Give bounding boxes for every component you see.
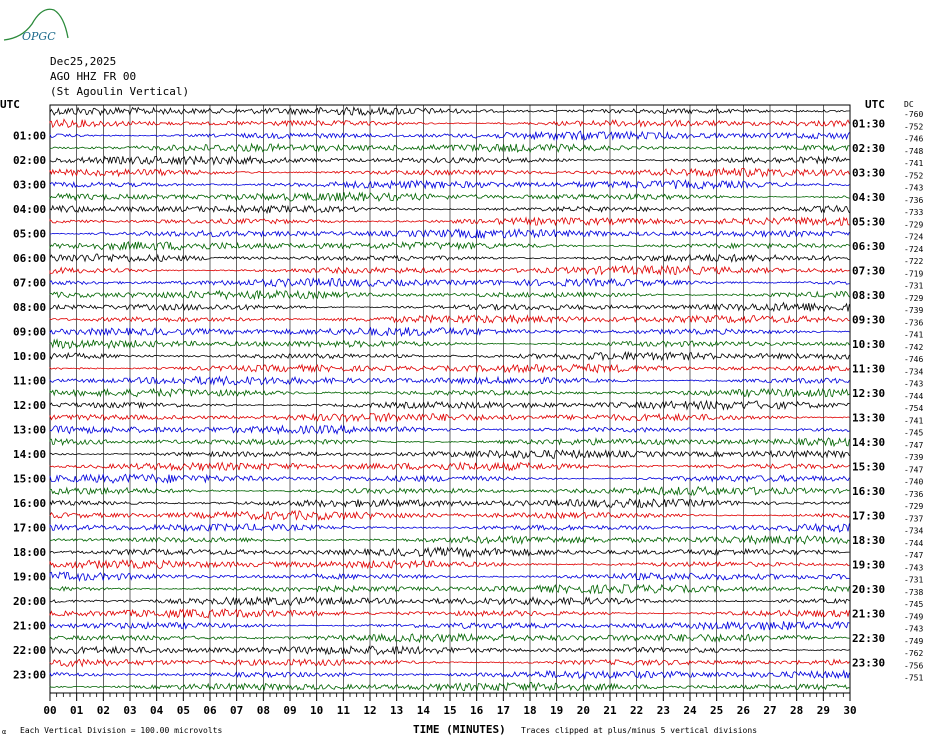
x-tick-label: 00 — [43, 704, 57, 717]
dc-offset-label: -744 — [904, 391, 924, 401]
dc-offset-label: -745 — [904, 428, 924, 438]
dc-label: DC — [904, 100, 914, 109]
left-hour-label: 17:00 — [13, 521, 47, 535]
left-hour-label: 13:00 — [13, 423, 47, 437]
station-name: (St Agoulin Vertical) — [50, 85, 190, 98]
dc-offset-label: -739 — [904, 453, 924, 463]
right-halfhour-label: 23:30 — [852, 656, 886, 670]
left-hour-label: 15:00 — [13, 472, 47, 486]
x-tick-label: 05 — [176, 704, 190, 717]
right-halfhour-label: 03:30 — [852, 166, 886, 180]
left-utc-label: UTC — [0, 98, 20, 111]
x-tick-label: 17 — [496, 704, 510, 717]
left-hour-label: 21:00 — [13, 619, 47, 633]
dc-offset-label: -731 — [904, 281, 924, 291]
right-halfhour-label: 19:30 — [852, 558, 886, 572]
x-tick-label: 26 — [736, 704, 750, 717]
left-hour-label: 03:00 — [13, 178, 47, 192]
dc-offset-label: -748 — [904, 146, 924, 156]
x-tick-label: 29 — [816, 704, 830, 717]
dc-offset-label: -745 — [904, 600, 924, 610]
left-hour-label: 20:00 — [13, 595, 47, 609]
dc-offset-label: -746 — [904, 355, 924, 365]
left-hour-label: 08:00 — [13, 301, 47, 315]
dc-offset-label: -724 — [904, 232, 924, 242]
left-hour-label: 10:00 — [13, 350, 47, 364]
left-hour-label: 04:00 — [13, 203, 47, 217]
right-halfhour-label: 20:30 — [852, 582, 886, 596]
dc-offset-label: -722 — [904, 257, 924, 267]
right-halfhour-label: 12:30 — [852, 386, 886, 400]
x-tick-label: 30 — [843, 704, 857, 717]
dc-offset-label: -739 — [904, 306, 924, 316]
dc-offset-label: -752 — [904, 171, 924, 181]
x-tick-label: 11 — [336, 704, 350, 717]
dc-offset-label: -751 — [904, 673, 924, 683]
dc-offset-label: -760 — [904, 110, 924, 120]
x-tick-label: 01 — [70, 704, 84, 717]
dc-offset-label: -736 — [904, 318, 924, 328]
x-tick-label: 25 — [710, 704, 724, 717]
dc-offset-label: -756 — [904, 661, 924, 671]
right-halfhour-label: 10:30 — [852, 337, 886, 351]
dc-offset-label: -729 — [904, 293, 924, 303]
dc-offset-label: -743 — [904, 624, 924, 634]
left-hour-label: 02:00 — [13, 154, 47, 168]
right-utc-label: UTC — [865, 98, 885, 111]
dc-offset-label: -724 — [904, 244, 924, 254]
x-tick-label: 22 — [630, 704, 644, 717]
left-hour-label: 01:00 — [13, 129, 47, 143]
x-tick-label: 02 — [96, 704, 110, 717]
dc-offset-label: -729 — [904, 220, 924, 230]
dc-offset-label: -733 — [904, 208, 924, 218]
x-tick-label: 27 — [763, 704, 777, 717]
x-tick-label: 12 — [363, 704, 377, 717]
corner-mark: α — [2, 728, 7, 736]
x-tick-label: 04 — [150, 704, 164, 717]
clipping-note: Traces clipped at plus/minus 5 vertical divisions — [521, 726, 758, 735]
dc-offset-label: -754 — [904, 404, 924, 414]
dc-offset-label: -731 — [904, 575, 924, 585]
left-hour-label: 06:00 — [13, 252, 47, 266]
dc-offset-label: -741 — [904, 330, 924, 340]
right-halfhour-label: 07:30 — [852, 264, 886, 278]
dc-offset-label: -736 — [904, 489, 924, 499]
right-halfhour-label: 05:30 — [852, 215, 886, 229]
x-tick-label: 16 — [470, 704, 484, 717]
right-halfhour-label: 11:30 — [852, 362, 886, 376]
left-hour-label: 19:00 — [13, 570, 47, 584]
x-tick-label: 07 — [230, 704, 244, 717]
x-tick-label: 03 — [123, 704, 137, 717]
right-halfhour-label: 08:30 — [852, 288, 886, 302]
left-hour-label: 09:00 — [13, 325, 47, 339]
x-tick-label: 18 — [523, 704, 537, 717]
x-tick-label: 13 — [390, 704, 404, 717]
right-halfhour-label: 06:30 — [852, 239, 886, 253]
left-hour-label: 12:00 — [13, 399, 47, 413]
dc-offset-label: -740 — [904, 477, 924, 487]
right-halfhour-label: 22:30 — [852, 631, 886, 645]
right-halfhour-label: 13:30 — [852, 411, 886, 425]
right-halfhour-label: 16:30 — [852, 484, 886, 498]
dc-offset-label: -747 — [904, 440, 924, 450]
dc-offset-label: -737 — [904, 514, 924, 524]
x-tick-label: 28 — [790, 704, 804, 717]
plot-date: Dec25,2025 — [50, 55, 117, 68]
x-axis-label: TIME (MINUTES) — [413, 723, 506, 736]
left-hour-label: 16:00 — [13, 497, 47, 511]
dc-offset-label: -742 — [904, 342, 924, 352]
dc-offset-label: -747 — [904, 551, 924, 561]
dc-offset-label: -752 — [904, 122, 924, 132]
right-halfhour-label: 09:30 — [852, 313, 886, 327]
right-halfhour-label: 15:30 — [852, 460, 886, 474]
x-tick-label: 06 — [203, 704, 217, 717]
x-tick-label: 08 — [256, 704, 270, 717]
dc-offset-label: -747 — [904, 465, 924, 475]
right-halfhour-label: 21:30 — [852, 607, 886, 621]
dc-offset-label: -734 — [904, 367, 924, 377]
x-tick-label: 10 — [310, 704, 324, 717]
vertical-division-note: Each Vertical Division = 100.00 microvolts — [20, 726, 223, 735]
svg-text:OPGC: OPGC — [22, 30, 56, 43]
right-halfhour-label: 02:30 — [852, 141, 886, 155]
dc-offset-label: -743 — [904, 379, 924, 389]
dc-offset-label: -743 — [904, 563, 924, 573]
dc-offset-label: -719 — [904, 269, 924, 279]
x-tick-label: 19 — [550, 704, 564, 717]
left-hour-label: 07:00 — [13, 276, 47, 290]
x-tick-label: 23 — [656, 704, 670, 717]
dc-offset-label: -749 — [904, 612, 924, 622]
x-tick-label: 20 — [576, 704, 590, 717]
dc-offset-label: -746 — [904, 134, 924, 144]
dc-offset-label: -749 — [904, 636, 924, 646]
channel-code: AGO HHZ FR 00 — [50, 70, 137, 83]
dc-offset-label: -741 — [904, 416, 924, 426]
left-hour-label: 14:00 — [13, 448, 47, 462]
left-hour-label: 11:00 — [13, 374, 47, 388]
right-halfhour-label: 17:30 — [852, 509, 886, 523]
dc-offset-label: -734 — [904, 526, 924, 536]
right-halfhour-label: 04:30 — [852, 190, 886, 204]
x-tick-label: 09 — [283, 704, 297, 717]
dc-offset-label: -762 — [904, 649, 924, 659]
dc-offset-label: -738 — [904, 587, 924, 597]
x-tick-label: 21 — [603, 704, 617, 717]
dc-offset-label: -744 — [904, 538, 924, 548]
left-hour-label: 23:00 — [13, 668, 47, 682]
x-tick-label: 14 — [416, 704, 430, 717]
right-halfhour-label: 01:30 — [852, 117, 886, 131]
dc-offset-label: -736 — [904, 195, 924, 205]
dc-offset-label: -741 — [904, 159, 924, 169]
right-halfhour-label: 14:30 — [852, 435, 886, 449]
x-tick-label: 15 — [443, 704, 457, 717]
left-hour-label: 18:00 — [13, 546, 47, 560]
left-hour-label: 22:00 — [13, 644, 47, 658]
right-halfhour-label: 18:30 — [852, 533, 886, 547]
x-tick-label: 24 — [683, 704, 697, 717]
left-hour-label: 05:00 — [13, 227, 47, 241]
dc-offset-label: -743 — [904, 183, 924, 193]
dc-offset-label: -729 — [904, 502, 924, 512]
